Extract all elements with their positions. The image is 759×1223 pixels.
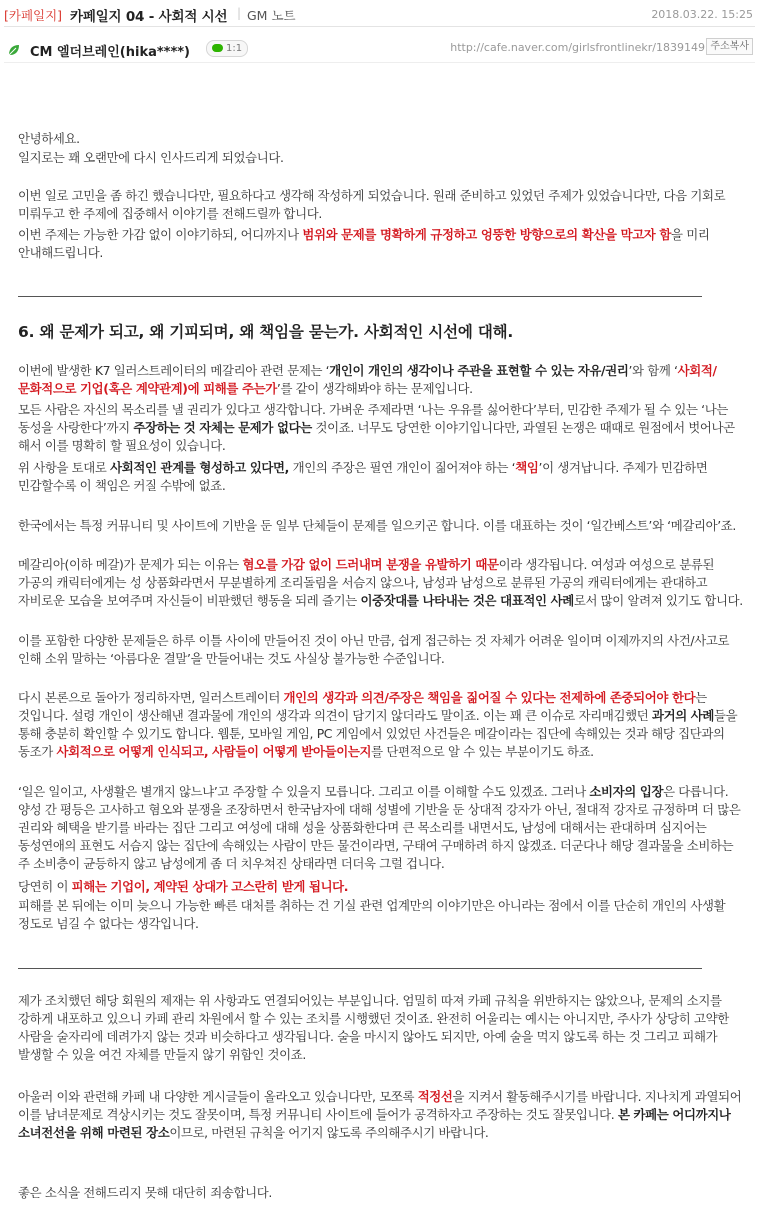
paragraph-2: 모든 사람은 자신의 목소리를 낼 권리가 있다고 생각합니다. 가벼운 주제라면 ‘나는 우유를 싫어한다’부터, 민감한 주제가 될 수 있는 ‘나는 동성을 사랑한다’까지 주장하는 것 자체는 문제가 없다는 것이죠. 너무도 당연한 이야기입니다만, 과열된 논쟁은 때때로 원점에서 벗어나곤 해서 이를 명확히 할 필요성이 있습니다. <box>18 402 735 453</box>
post-category[interactable]: [카페일지] <box>4 8 63 23</box>
paragraph-9: 당연히 이 피해는 기업이, 계약된 상대가 고스란히 받게 됩니다. <box>18 879 349 894</box>
intro-paragraph-2: 이번 주제는 가능한 가감 없이 이야기하되, 어디까지나 범위와 문제를 명확하게 규정하고 엉뚱한 방향으로의 확산을 막고자 함을 미리 안내해드립니다. <box>18 227 710 260</box>
paragraph-5: 메갈리아(이하 메갈)가 문제가 되는 이유는 혐오를 가감 없이 드러내며 분쟁을 유발하기 때문이라 생각됩니다. 여성과 여성으로 분류된 가공의 캐릭터에게는 성 상품화라면서 무분별하게 조리돌림을 서슴지 않으나, 남성과 남성으로 분류된 가공의 캐릭터에게는 관대하고 자비로운 모습을 보여주며 자신들이 비판했던 행동을 되레 즐기는 이중잣대를 나타내는 것은 대표적인 사례로서 많이 알려져 있기도 합니다. <box>18 557 743 608</box>
post-date: 2018.03.22. 15:25 <box>651 8 753 21</box>
greeting-line-1: 안녕하세요. <box>18 131 80 146</box>
chat-badge-label: 1:1 <box>226 43 243 54</box>
copy-url-button[interactable]: 주소복사 <box>706 38 753 55</box>
intro-paragraph-1: 이번 일로 고민을 좀 하긴 했습니다만, 필요하다고 생각해 작성하게 되었습니다. 원래 준비하고 있었던 주제가 있었습니다만, 다음 기회로 미뤄두고 한 주제에 집중해서 이야기를 전해드릴까 합니다. <box>18 188 726 221</box>
divider-2 <box>18 968 702 969</box>
paragraph-10: 피해를 본 뒤에는 이미 늦으니 가능한 빠른 대처를 취하는 건 기실 관련 업계만의 이야기만은 아니라는 점에서 이를 단순히 개인의 사생활 정도로 넘길 수 없다는 생각입니다. <box>18 898 726 931</box>
divider-1 <box>18 296 702 297</box>
closing-line: 좋은 소식을 전해드리지 못해 대단히 죄송합니다. <box>18 1185 272 1200</box>
author-name[interactable]: CM 엘더브레인(hika****) <box>30 45 190 60</box>
paragraph-7: 다시 본론으로 돌아가 정리하자면, 일러스트레이터 개인의 생각과 의견/주장은 책임을 짊어질 수 있다는 전제하에 존중되어야 한다는 것입니다. 설령 개인이 생산해낸 결과물에 개인의 생각과 의견이 담기지 않더라도 말이죠. 이는 꽤 큰 이슈로 자리매김했던 과거의 사례들을 통해 충분히 확인할 수 있기도 합니다. 웹툰, 모바일 게임, PC 게임에서 있었던 사건들은 메갈이라는 집단에 속해있는 것과 해당 집단과의 동조가 사회적으로 어떻게 인식되고, 사람들이 어떻게 받아들이는지를 단편적으로 알 수 있는 부분이기도 하죠. <box>18 690 738 759</box>
paragraph-11: 제가 조치했던 해당 회원의 제재는 위 사항과도 연결되어있는 부분입니다. 엄밀히 따져 카페 규칙을 위반하지는 않았으나, 문제의 소지를 강하게 내포하고 있으니 카페 관리 차원에서 할 수 있는 조치를 시행했던 것이죠. 완전히 어울리는 예시는 아니지만, 주사가 상당히 고약한 사람을 술자리에 데려가지 않는 것과 비슷하다고 생각됩니다. 술을 마시지 않아도 되지만, 아예 술을 먹지 않도록 하는 것 그리고 피해가 발생할 수 있을 여건 자체를 만들지 않기 위함인 것이죠. <box>18 993 729 1062</box>
post-url[interactable]: http://cafe.naver.com/girlsfrontlinekr/1839149 <box>450 41 705 54</box>
paragraph-8: ‘일은 일이고, 사생활은 별개지 않느냐’고 주장할 수 있을지 모릅니다. 그리고 이를 이해할 수도 있겠죠. 그러나 소비자의 입장은 다릅니다. 양성 간 평등은 고사하고 혐오와 분쟁을 조장하면서 한국남자에 대해 성별에 기반을 둔 상대적 강자가 아닌, 절대적 강자로 규정하며 더 많은 권리와 혜택을 받기를 바라는 집단 그리고 여성에 대해 성을 상품화한다며 큰 목소리를 내면서도, 남성에 대해서는 관대하며 심지어는 동성연애의 표현도 서슴지 않는 집단에 속해있는 사람이 만든 물건이라면, 구태여 구매하려 하지 않겠죠. 더군다나 해당 결과물을 소비하는 주 소비층이 균등하지 않고 남성에게 좀 더 치우쳐진 상태라면 더더욱 그럴 겁니다. <box>18 784 741 871</box>
greeting-line-2: 일지로는 꽤 오랜만에 다시 인사드리게 되었습니다. <box>18 150 284 165</box>
paragraph-6: 이를 포함한 다양한 문제들은 하루 이틀 사이에 만들어진 것이 아닌 만큼, 쉽게 접근하는 것 자체가 어려운 일이며 이제까지의 사건/사고로 인해 소위 말하는 ‘아름다운 결말’을 만들어내는 것도 사실상 불가능한 수준입니다. <box>18 633 730 666</box>
paragraph-1: 이번에 발생한 K7 일러스트레이터의 메갈리아 관련 문제는 ‘개인이 개인의 생각이나 주관을 표현할 수 있는 자유/권리’와 함께 ‘사회적/문화적으로 기업(혹은 계약관계)에 피해를 주는가’를 같이 생각해봐야 하는 문제입니다. <box>18 363 717 396</box>
board-link[interactable]: GM 노트 <box>247 8 296 23</box>
author-bar <box>4 34 755 63</box>
paragraph-4: 한국에서는 특정 커뮤니티 및 사이트에 기반을 둔 일부 단체들이 문제를 일으키곤 합니다. 이를 대표하는 것이 ‘일간베스트’와 ‘메갈리아’죠. <box>18 518 737 533</box>
section-heading: 6. 왜 문제가 되고, 왜 기피되며, 왜 책임을 묻는가. 사회적인 시선에 대해. <box>18 323 514 341</box>
header-separator: | <box>237 6 242 20</box>
chat-badge[interactable] <box>206 40 248 57</box>
paragraph-12: 아울러 이와 관련해 카페 내 다양한 게시글들이 올라오고 있습니다만, 모쪼록 적정선을 지켜서 활동해주시기를 바랍니다. 지나치게 과열되어 이를 남녀문제로 격상시키는 것도 잘못이며, 특정 커뮤니티 사이트에 들어가 공격하자고 주장하는 것도 잘못입니다. 본 카페는 어디까지나 소녀전선을 위해 마련된 장소이므로, 마련된 규칙을 어기지 않도록 주의해주시기 바랍니다. <box>18 1089 742 1140</box>
post-title: 카페일지 04 - 사회적 시선 <box>70 9 228 25</box>
post-header <box>4 2 755 27</box>
paragraph-3: 위 사항을 토대로 사회적인 관계를 형성하고 있다면, 개인의 주장은 필연 개인이 짊어져야 하는 ‘책임’이 생겨납니다. 주제가 민감하면 민감할수록 이 책임은 커질 수밖에 없죠. <box>18 460 708 493</box>
cafe-leaf-icon <box>7 43 21 57</box>
chat-bubble-icon <box>212 44 223 52</box>
